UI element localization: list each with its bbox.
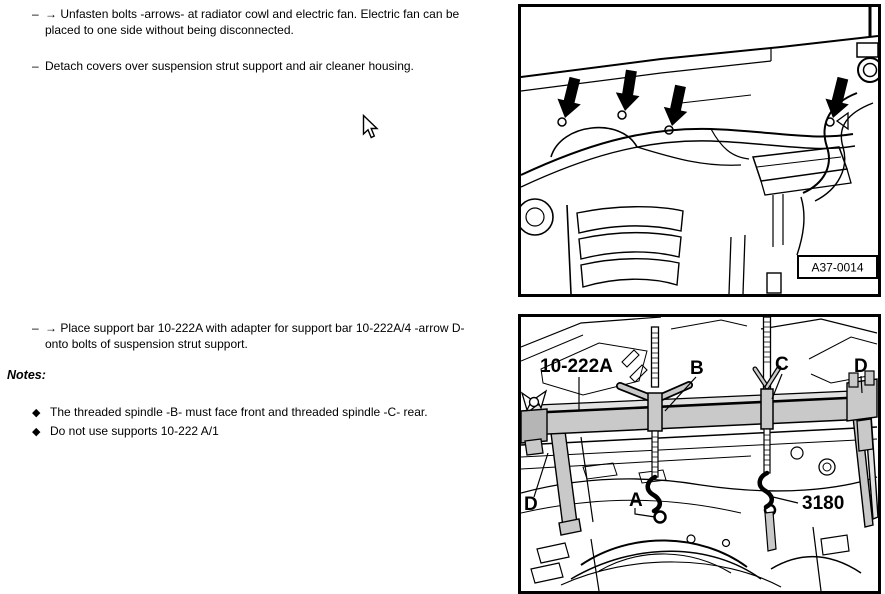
- instruction-line: → Unfasten bolts -arrows- at radiator cowl and electric fan. Electric fan can be: [45, 7, 460, 21]
- engine-intake: [531, 527, 861, 591]
- instruction-line: onto bolts of suspension strut support.: [45, 337, 248, 351]
- note-item-1: [32, 403, 428, 423]
- bolt-arrows: [553, 69, 854, 134]
- down-arrow-icon: [553, 75, 586, 121]
- label-d-top: D: [854, 356, 868, 377]
- label-d-left: D: [524, 494, 538, 515]
- label-a: A: [629, 490, 643, 511]
- notes-heading: Notes:: [7, 368, 46, 382]
- label-3180: 3180: [802, 493, 845, 514]
- instruction-line: Detach covers over suspension strut support and air cleaner housing.: [45, 59, 414, 73]
- list-dash: –: [32, 59, 39, 73]
- instruction-step-3: [32, 320, 465, 352]
- figure-ref-box: [798, 256, 877, 278]
- down-arrow-icon: [660, 83, 692, 128]
- engine-cover: [521, 199, 781, 294]
- instruction-step-1: [32, 6, 459, 38]
- note-text: The threaded spindle -B- must face front and threaded spindle -C- rear.: [50, 405, 428, 419]
- diamond-bullet-icon: ◆: [32, 407, 41, 419]
- figure-engine-bay-bolts: [518, 4, 881, 297]
- engine-bay-drawing: [521, 7, 878, 294]
- label-tool-number: 10-222A: [540, 356, 613, 377]
- mouse-cursor-icon: [362, 114, 380, 142]
- air-cleaner-housing: [753, 147, 851, 255]
- figure-ref-code: A37-0014: [811, 260, 864, 275]
- figure-support-bar: [518, 314, 881, 594]
- instruction-line: placed to one side without being disconnected.: [45, 23, 294, 37]
- note-text: Do not use supports 10-222 A/1: [50, 424, 219, 438]
- list-dash: –: [32, 321, 39, 335]
- engine-lifting-eye: [655, 512, 666, 523]
- diamond-bullet-icon: ◆: [32, 426, 41, 438]
- instruction-line: → Place support bar 10-222A with adapter for support bar 10-222A/4 -arrow D-: [45, 321, 465, 335]
- label-c: C: [775, 354, 789, 375]
- instruction-step-2: [32, 58, 414, 74]
- support-bar-drawing: [521, 317, 878, 591]
- label-b: B: [690, 358, 704, 379]
- spindle-hook: [648, 477, 660, 511]
- down-arrow-icon: [821, 75, 854, 121]
- list-dash: –: [32, 7, 39, 21]
- spindle-hook: [760, 473, 772, 507]
- threaded-spindle-c: [755, 317, 779, 551]
- note-item-2: [32, 422, 219, 442]
